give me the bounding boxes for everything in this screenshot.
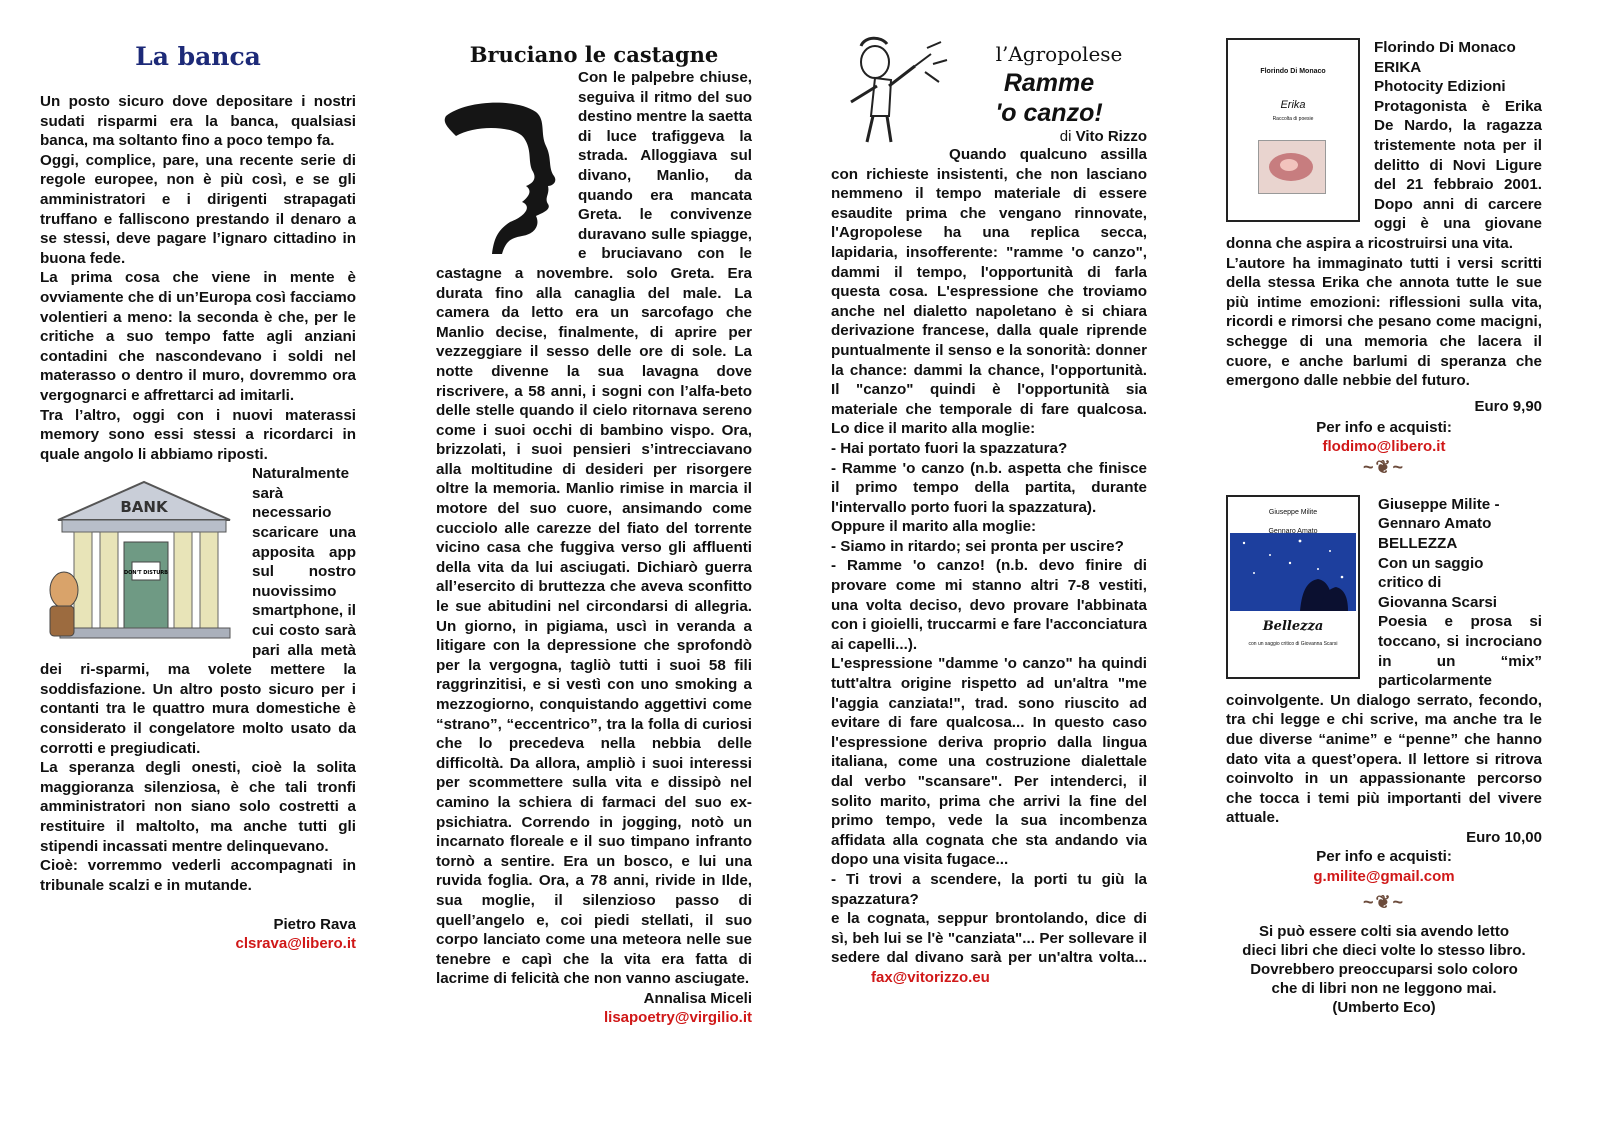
article-body <box>436 68 752 989</box>
article-title: La banca <box>135 42 261 71</box>
quote <box>1226 922 1542 1017</box>
paragraph: - Hai portato fuori la spazzatura? <box>831 439 1068 457</box>
book-erika <box>1226 38 1542 477</box>
paragraph: Un posto sicuro dove depositare i nostri sudati risparmi era la banca, qualsiasi banca, ma soltanto fino a poco tempo fa. <box>40 93 356 150</box>
author-email[interactable]: lisapoetry@virgilio.it <box>604 1008 752 1026</box>
author-name: Annalisa Miceli <box>643 989 752 1007</box>
book-description: L’autore ha immaginato tutti i versi scritti della stessa Erika che annota tutte le sue più intime emozioni: riflessioni sulla vita, ricordi e rimorsi che pesano come macigni, schegge di una memoria che lacera il cuore, e anche barlumi di speranza che emergono dalle nebbie del futuro. <box>1226 254 1542 390</box>
book-cover-bellezza: Giuseppe Milite Bellezza con un saggio critico di Giovanna Scarsi <box>1226 495 1360 679</box>
book-authors: Gennaro Amato <box>1378 515 1492 533</box>
book-author: Florindo Di Monaco <box>1374 39 1516 56</box>
bank-illustration <box>40 470 246 648</box>
cover-image <box>1258 140 1326 194</box>
paragraph: - Ti trovi a scendere, la porti tu giù la spazzatura? <box>831 870 1147 908</box>
author-email[interactable]: fax@vitorizzo.eu <box>871 968 990 986</box>
info-label: Per info e acquisti: <box>1316 418 1452 436</box>
info-label: Per info e acquisti: <box>1316 847 1452 865</box>
paragraph: L'espressione "damme 'o canzo" ha quindi tutt'altra origine rispetto ad un'altra "me l'aggia canziata!", trad. sono riuscito ad evitare di fare qualcosa... In questo caso l'espressione deriva proprio dalla lingua italiana, come una costruzione dialettale dal verbo "scansare". Per intenderci, il solito marito, prima che arrivi la fine del primo tempo, vede la sua incombenza affidata alla cognata che sta andando via dopo una visita fugace... <box>831 655 1147 869</box>
paragraph: - Ramme 'o canzo (n.b. aspetta che finisce il primo tempo della partita, durante l'intervallo porto fuori la spazzatura). <box>831 459 1147 516</box>
author-email[interactable]: clsrava@libero.it <box>235 935 356 953</box>
contact-email[interactable]: flodimo@libero.it <box>1322 438 1446 456</box>
door-note-text: DON'T DISTURB <box>123 570 169 577</box>
column-la-banca <box>40 0 356 953</box>
paragraph: Oggi, complice, pare, una recente serie di regole europee, non è più così, e se gli amministratori e i dirigenti strapagati truffano e falliscono prestando il denaro a se stessi, deve pagare l’ignaro cittadino in buona fede. <box>40 151 356 267</box>
paragraph: Tra l’altro, oggi con i nuovi materassi memory sono essi stessi a ricordarci in quale angolo li abbiamo riposti. <box>40 406 356 463</box>
cover-image <box>1230 533 1356 611</box>
ornament-divider: ~❦~ <box>1362 892 1406 913</box>
contact-email[interactable]: g.milite@gmail.com <box>1313 867 1455 885</box>
column-castagne <box>436 0 752 1027</box>
book-price: Euro 10,00 <box>1466 828 1542 846</box>
book-title: ERIKA <box>1374 58 1422 76</box>
kicker: l’Agropolese <box>995 42 1123 66</box>
paragraph: La speranza degli onesti, cioè la solita maggioranza silenziosa, è che tali tronfi amministratori non siano solo costretti a restituire il maltolto, ma anche tutti gli stipendi incassati mentre delinquevano. <box>40 759 356 855</box>
quote-author: (Umberto Eco) <box>1332 999 1436 1017</box>
article-title: Bruciano le castagne <box>469 42 719 67</box>
article-body <box>831 145 1147 988</box>
paragraph: Oppure il marito alla moglie: <box>831 518 1037 536</box>
paragraph: Cioè: vorremmo vederli accompagnati in tribunale scalzi e in mutande. <box>40 857 356 894</box>
paragraph: - Siamo in ritardo; sei pronta per uscire? <box>831 537 1124 555</box>
column-agropolese <box>831 0 1147 988</box>
book-essay: Giovanna Scarsi <box>1378 593 1498 611</box>
paragraph: - Ramme 'o canzo! (n.b. devo finire di provare come mi stanno altri 7-8 vestiti, una volta deciso, devo provare l'abbinata con i gioielli, truccarmi e fare l'acconciatura ai capelli...). <box>831 557 1147 653</box>
silhouette-illustration <box>436 98 574 258</box>
book-cover-erika: Florindo Di Monaco Erika Raccolta di poesie <box>1226 38 1360 222</box>
ornament-divider: ~❦~ <box>1362 456 1406 477</box>
paragraph: e la cognata, seppur brontolando, dice di sì, beh lui se l'è "canziata"... Per sollevare il sedere dal divano sarà per un'altra volta... fax@vitorizzo.eu <box>831 910 1147 986</box>
bank-sign-text: BANK <box>120 498 168 517</box>
story-text: Con le palpebre chiuse, seguiva il ritmo del suo destino mentre la saetta di luce trafiggeva la strada. Alloggiava sul divano, Manlio, da quando era mancata Greta. le convivenze duravano sulle spiagge, e bruciavano con le castagne a novembre. solo Greta. Era durata fino alla canaglia del male. La camera da letto era un sarcofago che Manlio decise, finalmente, di aprire per vezzeggiare il sesso delle ore di sole. La notte divenne la sua lavagna dove riscrivere, a 58 anni, i sogni con l’alfa-beto delle stelle quando il cielo ritornava sereno come i suoi occhi di bambino vispo. Ora, brizzolati, i suoi pensieri s’intrecciavano alla moltitudine di desideri per risorgere oltre la memoria. Manlio rimise in marcia il motore del suo cuore, ansimando come cucciolo alle carezze del fiato del torrente vicino casa che fuggiva verso gli affluenti della vita da lui asciugati. Dichiarò guerra all’esercito di bruttezza che aveva sconfitto le sue abitudini nel circondarsi di allegria. Un giorno, in pigiama, uscì in veranda a litigare con la depressione che sprofondò per la vergogna, tagliò tutti i suoi 58 fili raggrinzitisi, e si vestì con uno smoking a mezzogiorno, conquistando aggettivi come “strano”, “eccentrico”, tra la folla di curiosi che lo precedeva nella nebbia delle difficoltà. Da allora, ampliò i suoi interessi per scommettere sulla vita e dissipò nel camino la schiera di farmaci del suo ex-psichiatra. Correndo in jogging, notò un incarnato floreale e il suo timpano infranto tornò a sentire. Era un bosco, e lui una ruvida foglia. Ora, a 78 anni, rivide in Ilde, sua moglie, il silenzioso passo di quell’angelo e, coi piedi stellati, il suo corpo lanciato come una meteora nelle sue tenebre e capì che la vita era fatta di lacrime di felicità che non vanno asciugate. <box>436 69 752 988</box>
book-bellezza <box>1226 495 1542 918</box>
book-essay: Con un saggio <box>1378 554 1484 572</box>
book-authors: Giuseppe Milite - <box>1378 495 1500 513</box>
paragraph: Quando qualcuno assilla con richieste insistenti, che non lasciano nemmeno il tempo materiale di essere esaudite prima che vengano rinnovate, l'Agropolese ha una replica secca, lapidaria, insofferente: "ramme 'o canzo", dammi il tempo, l'opportunità di farla questa cosa. L'espressione che troviamo anche nel dialetto napoletano è si chiara derivazione francese, dalla quale riprende puntualmente il senso e la sonorità: donner la chance: dammi la chance, l'opportunità. Il "canzo" quindi è l'opportunità sia materiale che temporale di fare qualcosa. Lo dice il marito alla moglie: <box>831 146 1147 438</box>
book-essay: critico di <box>1378 574 1442 592</box>
book-description: Poesia e prosa si toccano, si incrociano in un “mix” particolarmente coinvolgente. Un dialogo serrato, fecondo, tra chi legge e chi scrive, ma anche tra le due diverse “anime” e “penne” che hanno dato vita a quest’opera. Il lettore si ritrova coinvolto in un appassionante percorso che tocca i temi più importanti del vivere attuale. <box>1226 613 1542 827</box>
header-area <box>831 36 1147 182</box>
author-name: Pietro Rava <box>273 916 356 934</box>
article-body <box>40 92 356 895</box>
paragraph: La prima cosa che viene in mente è ovviamente che di un’Europa così facciamo volentieri a meno: la seconda è che, per le critiche a suo tempo fatte agli anziani contadini che nascondevano i soldi nel materasso o dentro il muro, dovremmo ora vergognarci e affrettarci ad imitarli. <box>40 269 356 404</box>
book-description: Protagonista è Erika De Nardo, la ragazza tristemente nota per il delitto di Novi Ligure del 21 febbraio 2001. Dopo anni di carcere oggi è una giovane donna che aspira a ricostruirsi una vita. <box>1226 97 1542 252</box>
book-title: BELLEZZA <box>1378 535 1458 553</box>
paragraph: BANK DON'T DISTURB Naturalmente sarà necessario scaricare una apposita app sul nostro nuovissimo smartphone, il cui costo sarà pari alla metà dei ri-sparmi, ma volete mettere la soddisfazione. Un altro posto sicuro per i contanti tra le quattro mura domestiche è considerato il congelatore molto usato da corrotti e pregiudicati. <box>40 465 356 757</box>
quote-text: Si può essere colti sia avendo letto dieci libri che dieci volte lo stesso libro. Dovrebbero preoccuparsi solo coloro che di libri non ne leggono mai. <box>1242 923 1526 998</box>
byline: di Vito Rizzo <box>1059 128 1147 145</box>
article-title: Ramme 'o canzo! <box>995 69 1103 127</box>
column-books <box>1226 0 1542 1017</box>
book-price: Euro 9,90 <box>1474 397 1542 415</box>
man-illustration <box>831 36 951 146</box>
book-publisher: Photocity Edizioni <box>1374 78 1506 96</box>
